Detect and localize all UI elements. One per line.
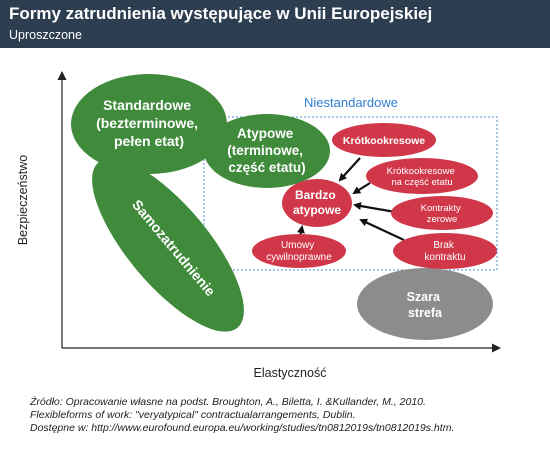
short-term-part-time-label-line: Krótkookresowe — [386, 166, 455, 177]
standard-label-line: Standardowe — [103, 97, 192, 113]
arrow-short-term-to-very-atypical — [340, 158, 360, 180]
source-line: Flexibleforms of work: "veryatypical" contractualarrangements, Dublin. — [30, 409, 356, 421]
short-term-part-time-label-line: na część etatu — [391, 177, 453, 188]
page-title: Formy zatrudnienia występujące w Unii Europejskiej — [9, 4, 433, 23]
atypical-label-line: część etatu) — [228, 160, 306, 175]
atypical-label-line: Atypowe — [236, 126, 294, 141]
civil-contracts-label-line: cywilnoprawne — [266, 252, 332, 263]
standard-label-line: pełen etat) — [113, 133, 185, 149]
arrow-zero-hours-to-very-atypical — [355, 205, 395, 212]
zero-hours-label-line: Kontrakty — [420, 203, 461, 214]
short-term-part-time-label — [387, 166, 458, 188]
arrow-short-term-pt-to-very-atypical — [354, 183, 370, 193]
very-atypical-label-line: Bardzo — [294, 188, 336, 202]
y-axis-label: Bezpieczeństwo — [16, 154, 30, 246]
atypical-label — [227, 126, 307, 175]
very-atypical-label-line: atypowe — [292, 203, 342, 217]
zero-hours-label-line: zerowe — [426, 214, 458, 225]
no-contract-ellipse — [393, 233, 497, 269]
civil-contracts-label-line: Umowy — [280, 240, 315, 251]
source-note — [30, 396, 530, 435]
no-contract-label-line: kontraktu — [424, 252, 466, 263]
source-line: Źródło: Opracowanie własne na podst. Broughton, A., Biletta, I. &Kullander, M., 2010. — [30, 396, 426, 408]
arrow-no-contract-to-very-atypical — [361, 220, 404, 240]
nonstandard-box-label: Niestandardowe — [304, 95, 398, 110]
grey-zone-label-line: Szara — [406, 290, 440, 304]
page-subtitle: Uproszczone — [9, 28, 82, 42]
grey-zone-ellipse — [357, 268, 493, 340]
standard-label-line: (bezterminowe, — [96, 115, 199, 131]
zero-hours-label — [421, 203, 464, 225]
very-atypical-label — [293, 188, 341, 217]
atypical-label-line: (terminowe, — [227, 143, 303, 158]
self-employment-label: Samozatrudnienie — [128, 196, 219, 300]
grey-zone-label-line: strefa — [407, 306, 443, 320]
short-term-label: Krótkookresowe — [342, 135, 426, 147]
source-line: Dostępne w: http://www.eurofound.europa.eu/working/studies/tn0812019s/tn0812019s.htm. — [30, 422, 455, 434]
no-contract-label-line: Brak — [433, 240, 454, 251]
x-axis-label: Elastyczność — [253, 366, 327, 380]
